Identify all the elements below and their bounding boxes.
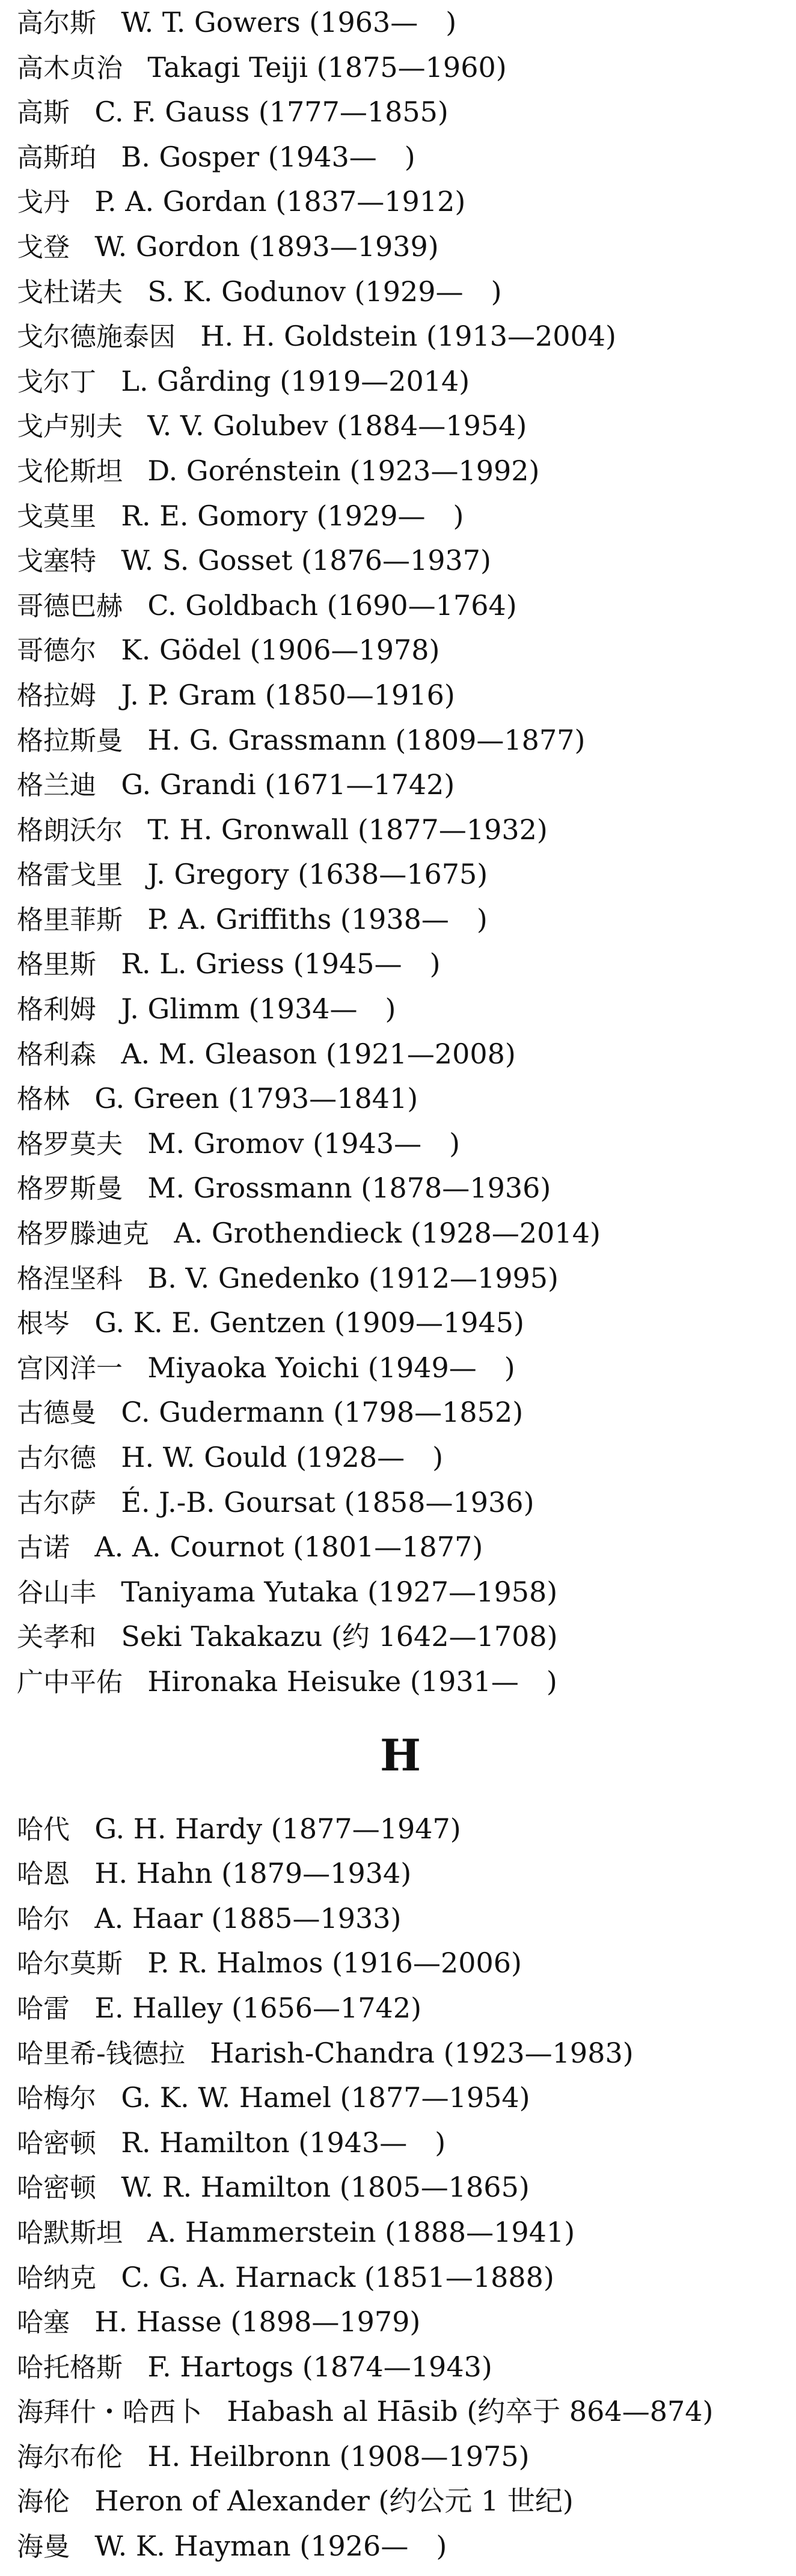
index-entry (17, 45, 784, 90)
index-entry (17, 1570, 784, 1615)
index-entry (17, 1986, 784, 2031)
chinese-name: 海伦 (17, 2486, 70, 2518)
chinese-name: 哈托格斯 (17, 2352, 123, 2383)
index-entry (17, 941, 784, 987)
index-entry (17, 1300, 784, 1345)
latin-name-with-dates: R. E. Gomory (1929— ) (121, 499, 464, 532)
index-entry (17, 1851, 784, 1896)
latin-name-with-dates: P. R. Halmos (1916—2006) (147, 1947, 522, 1980)
chinese-name: 格雷戈里 (17, 860, 123, 891)
latin-name-with-dates: J. P. Gram (1850—1916) (121, 678, 455, 711)
index-entry (17, 448, 784, 494)
index-entry (17, 2434, 784, 2479)
index-entry (17, 179, 784, 224)
index-entry (17, 583, 784, 628)
index-entry (17, 269, 784, 314)
latin-name-with-dates: H. G. Grassmann (1809—1877) (147, 723, 586, 756)
index-entry (17, 1659, 784, 1704)
index-entry (17, 90, 784, 135)
index-entry (17, 673, 784, 718)
chinese-name: 格兰迪 (17, 770, 96, 801)
index-entry (17, 2389, 784, 2434)
latin-name-with-dates: T. H. Gronwall (1877—1932) (147, 813, 548, 846)
chinese-name: 哈密顿 (17, 2173, 96, 2204)
chinese-name: 宫冈洋一 (17, 1353, 123, 1384)
latin-name-with-dates: É. J.-B. Goursat (1858—1936) (121, 1485, 534, 1519)
index-entry (17, 2255, 784, 2300)
index-entry (17, 628, 784, 673)
chinese-name: 格罗莫夫 (17, 1128, 123, 1160)
chinese-name: 戈卢别夫 (17, 411, 123, 442)
latin-name-with-dates: V. V. Golubev (1884—1954) (147, 409, 527, 442)
latin-name-with-dates: Taniyama Yutaka (1927—1958) (121, 1575, 558, 1608)
index-entry (17, 987, 784, 1032)
latin-name-with-dates: H. Hasse (1898—1979) (94, 2305, 421, 2339)
index-entry (17, 852, 784, 897)
index-entry (17, 2299, 784, 2345)
chinese-name: 戈尔丁 (17, 366, 96, 397)
index-entry (17, 2479, 784, 2524)
chinese-name: 格里菲斯 (17, 904, 123, 935)
chinese-name: 戈伦斯坦 (17, 456, 123, 487)
chinese-name: 格拉姆 (17, 680, 96, 711)
index-entry (17, 1614, 784, 1659)
latin-name-with-dates: A. Hammerstein (1888—1941) (147, 2215, 575, 2248)
chinese-name: 哈塞 (17, 2307, 70, 2339)
latin-name-with-dates: R. Hamilton (1943— ) (121, 2126, 446, 2159)
latin-name-with-dates: C. Goldbach (1690—1764) (147, 589, 517, 622)
index-entry (17, 2031, 784, 2076)
chinese-name: 格利姆 (17, 994, 96, 1026)
index-entry (17, 897, 784, 942)
index-entry (17, 1256, 784, 1301)
chinese-name: 戈尔德施泰因 (17, 322, 176, 353)
index-entry (17, 1345, 784, 1390)
chinese-name: 格里斯 (17, 949, 96, 981)
index-entry (17, 2524, 784, 2569)
latin-name-with-dates: Habash al Hāsib (约卒于 864—874) (227, 2395, 714, 2428)
index-entry (17, 1211, 784, 1256)
index-entry (17, 1941, 784, 1986)
index-entry (17, 2075, 784, 2120)
chinese-name: 格利森 (17, 1039, 96, 1070)
index-entry (17, 1480, 784, 1525)
index-entry (17, 1390, 784, 1435)
chinese-name: 古尔萨 (17, 1487, 96, 1519)
index-entry (17, 359, 784, 404)
chinese-name: 哈纳克 (17, 2262, 96, 2293)
latin-name-with-dates: B. V. Gnedenko (1912—1995) (147, 1261, 559, 1294)
index-entry (17, 494, 784, 539)
latin-name-with-dates: W. T. Gowers (1963— ) (121, 6, 457, 38)
index-entry (17, 538, 784, 583)
chinese-name: 古诺 (17, 1532, 70, 1564)
chinese-name: 古尔德 (17, 1443, 96, 1473)
index-entry (17, 1896, 784, 1941)
latin-name-with-dates: M. Grossmann (1878—1936) (147, 1172, 551, 1205)
chinese-name: 海曼 (17, 2532, 70, 2563)
chinese-name: 哈默斯坦 (17, 2217, 123, 2248)
latin-name-with-dates: H. W. Gould (1928— ) (121, 1441, 444, 1473)
latin-name-with-dates: B. Gosper (1943— ) (121, 140, 415, 173)
chinese-name: 高斯珀 (17, 142, 96, 173)
index-entry (17, 2345, 784, 2390)
latin-name-with-dates: C. G. A. Harnack (1851—1888) (121, 2260, 554, 2293)
index-entry (17, 0, 784, 45)
chinese-name: 谷山丰 (17, 1577, 96, 1608)
chinese-name: 根岑 (17, 1308, 70, 1339)
index-entry (17, 718, 784, 763)
index-entry (17, 762, 784, 807)
latin-name-with-dates: W. Gordon (1893—1939) (94, 230, 439, 263)
latin-name-with-dates: J. Glimm (1934— ) (121, 993, 396, 1026)
chinese-name: 戈莫里 (17, 501, 96, 532)
index-entry (17, 2210, 784, 2255)
chinese-name: 哈代 (17, 1814, 70, 1845)
latin-name-with-dates: D. Gorénstein (1923—1992) (147, 454, 540, 487)
latin-name-with-dates: W. S. Gosset (1876—1937) (121, 544, 491, 577)
chinese-name: 高尔斯 (17, 8, 96, 38)
chinese-name: 古德曼 (17, 1398, 96, 1429)
latin-name-with-dates: F. Hartogs (1874—1943) (147, 2350, 492, 2383)
chinese-name: 哈雷 (17, 1993, 70, 2024)
latin-name-with-dates: G. Grandi (1671—1742) (121, 768, 455, 801)
chinese-name: 哈尔 (17, 1903, 70, 1935)
latin-name-with-dates: C. Gudermann (1798—1852) (121, 1396, 524, 1429)
latin-name-with-dates: Miyaoka Yoichi (1949— ) (147, 1351, 515, 1384)
chinese-name: 戈塞特 (17, 546, 96, 577)
name-index-list-h (17, 1807, 784, 2569)
index-entry (17, 2165, 784, 2210)
index-entry (17, 314, 784, 359)
latin-name-with-dates: A. Haar (1885—1933) (94, 1901, 402, 1935)
latin-name-with-dates: Hironaka Heisuke (1931— ) (147, 1665, 557, 1698)
latin-name-with-dates: W. R. Hamilton (1805—1865) (121, 2171, 530, 2204)
latin-name-with-dates: M. Gromov (1943— ) (147, 1127, 461, 1160)
chinese-name: 格朗沃尔 (17, 815, 123, 846)
chinese-name: 哈尔莫斯 (17, 1948, 123, 1980)
index-entry (17, 1525, 784, 1570)
latin-name-with-dates: L. Gårding (1919—2014) (121, 364, 470, 397)
index-entry (17, 224, 784, 269)
index-entry (17, 2120, 784, 2165)
latin-name-with-dates: Heron of Alexander (约公元 1 世纪) (94, 2485, 574, 2518)
chinese-name: 戈登 (17, 231, 70, 263)
latin-name-with-dates: P. A. Gordan (1837—1912) (94, 185, 466, 218)
chinese-name: 广中平佑 (17, 1666, 123, 1698)
latin-name-with-dates: A. M. Gleason (1921—2008) (121, 1037, 516, 1070)
index-entry (17, 1166, 784, 1211)
index-entry (17, 1076, 784, 1121)
chinese-name: 戈杜诺夫 (17, 277, 123, 308)
latin-name-with-dates: W. K. Hayman (1926— ) (94, 2530, 447, 2563)
latin-name-with-dates: R. L. Griess (1945— ) (121, 947, 441, 981)
latin-name-with-dates: E. Halley (1656—1742) (94, 1991, 422, 2024)
chinese-name: 戈丹 (17, 187, 70, 218)
chinese-name: 高斯 (17, 97, 70, 129)
latin-name-with-dates: J. Gregory (1638—1675) (147, 858, 488, 891)
latin-name-with-dates: K. Gödel (1906—1978) (121, 634, 440, 667)
index-entry (17, 1807, 784, 1852)
latin-name-with-dates: H. H. Goldstein (1913—2004) (200, 320, 617, 353)
latin-name-with-dates: A. Grothendieck (1928—2014) (174, 1217, 601, 1250)
latin-name-with-dates: G. H. Hardy (1877—1947) (94, 1812, 461, 1845)
index-entry (17, 807, 784, 852)
latin-name-with-dates: H. Heilbronn (1908—1975) (147, 2440, 530, 2473)
index-entry (17, 135, 784, 180)
name-index-list-g (17, 0, 784, 1704)
index-entry (17, 403, 784, 448)
chinese-name: 格罗滕迪克 (17, 1219, 149, 1250)
latin-name-with-dates: A. A. Cournot (1801—1877) (94, 1531, 483, 1564)
index-entry (17, 1121, 784, 1166)
latin-name-with-dates: Takagi Teiji (1875—1960) (147, 50, 507, 84)
chinese-name: 哈里希-钱德拉 (17, 2038, 185, 2069)
index-entry (17, 1032, 784, 1077)
chinese-name: 格罗斯曼 (17, 1173, 123, 1205)
chinese-name: 哈恩 (17, 1859, 70, 1890)
chinese-name: 高木贞治 (17, 52, 123, 84)
latin-name-with-dates: P. A. Griffiths (1938— ) (147, 902, 488, 935)
latin-name-with-dates: G. K. E. Gentzen (1909—1945) (94, 1306, 524, 1339)
chinese-name: 哈梅尔 (17, 2083, 96, 2114)
latin-name-with-dates: Harish-Chandra (1923—1983) (210, 2036, 634, 2069)
latin-name-with-dates: C. F. Gauss (1777—1855) (94, 96, 449, 129)
latin-name-with-dates: S. K. Godunov (1929— ) (147, 275, 502, 308)
chinese-name: 格涅坚科 (17, 1263, 123, 1294)
chinese-name: 格林 (17, 1084, 70, 1115)
latin-name-with-dates: G. K. W. Hamel (1877—1954) (121, 2081, 530, 2114)
latin-name-with-dates: G. Green (1793—1841) (94, 1082, 418, 1115)
chinese-name: 海尔布伦 (17, 2441, 123, 2473)
chinese-name: 哥德巴赫 (17, 590, 123, 622)
chinese-name: 哥德尔 (17, 635, 96, 667)
latin-name-with-dates: H. Hahn (1879—1934) (94, 1857, 412, 1890)
chinese-name: 关孝和 (17, 1622, 96, 1653)
chinese-name: 海拜什・哈西卜 (17, 2397, 202, 2428)
index-entry (17, 1435, 784, 1480)
section-heading-h: H (379, 1729, 421, 1781)
latin-name-with-dates: Seki Takakazu (约 1642—1708) (121, 1620, 558, 1653)
chinese-name: 哈密顿 (17, 2128, 96, 2159)
chinese-name: 格拉斯曼 (17, 725, 123, 756)
